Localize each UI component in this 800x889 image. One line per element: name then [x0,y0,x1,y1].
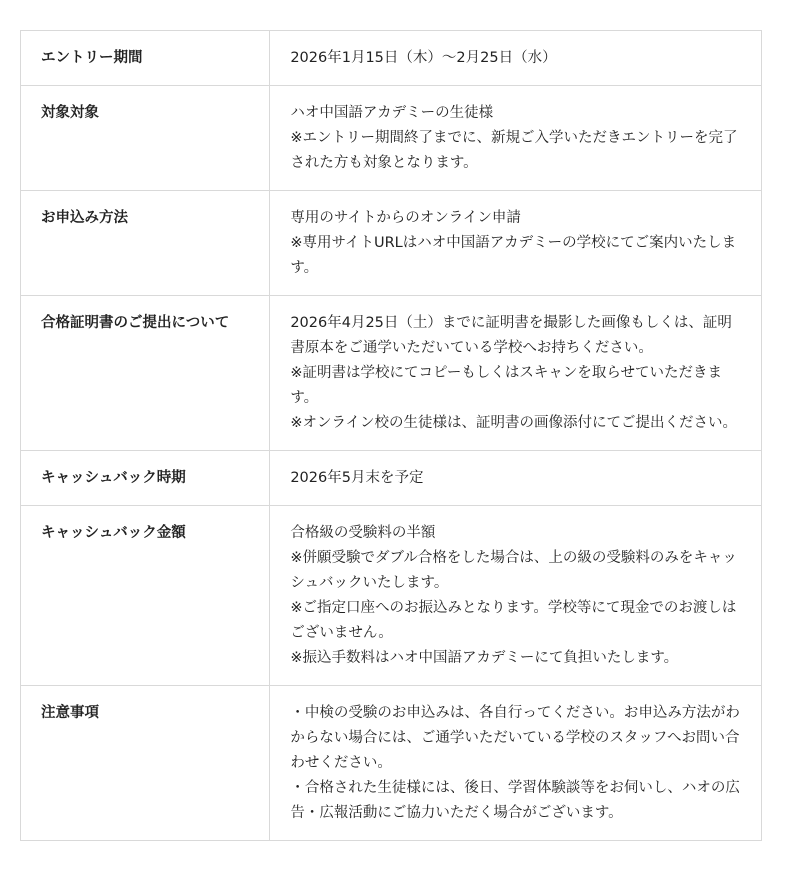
row-label: 注意事項 [21,686,270,841]
table-row-cashback-amount [21,506,762,686]
row-value [270,451,762,506]
value-line: ・合格された生徒様には、後日、学習体験談等をお伺いし、ハオの広告・広報活動にご協力いただく場合がございます。 [290,780,740,821]
value-line: ハオ中国語アカデミーの生徒様 [290,105,494,121]
table-row-notes [21,686,762,841]
value-line: ※オンライン校の生徒様は、証明書の画像添付にてご提出ください。 [290,415,738,431]
row-label: エントリー期間 [21,31,270,86]
row-value [270,506,762,686]
row-value [270,296,762,451]
table-row-entry-period [21,31,762,86]
value-line: 専用のサイトからのオンライン申請 [290,210,521,226]
row-value [270,191,762,296]
table-row-certificate-submission [21,296,762,451]
value-line: ※ご指定口座へのお振込みとなります。学校等にて現金でのお渡しはございません。 [290,600,737,641]
table-row-application-method [21,191,762,296]
row-label: キャッシュバック時期 [21,451,270,506]
value-line: ※振込手数料はハオ中国語アカデミーにて負担いたします。 [290,650,679,666]
table-row-cashback-timing [21,451,762,506]
row-label: キャッシュバック金額 [21,506,270,686]
value-line: 合格級の受験料の半額 [290,525,436,541]
value-line: 2026年4月25日（土）までに証明書を撮影した画像もしくは、証明書原本をご通学いただいている学校へお持ちください。 [290,315,732,356]
value-line: ※専用サイトURLはハオ中国語アカデミーの学校にてご案内いたします。 [290,235,737,276]
row-value [270,31,762,86]
row-label: お申込み方法 [21,191,270,296]
value-line: ※証明書は学校にてコピーもしくはスキャンを取らせていただきます。 [290,365,722,406]
row-label: 対象対象 [21,86,270,191]
value-line: ※併願受験でダブル合格をした場合は、上の級の受験料のみをキャッシュバックいたします。 [290,550,737,591]
campaign-info-table [20,30,762,841]
row-value [270,86,762,191]
row-label: 合格証明書のご提出について [21,296,270,451]
value-line: ・中検の受験のお申込みは、各自行ってください。お申込み方法がわからない場合には、ご通学いただいている学校のスタッフへお問い合わせください。 [290,705,740,771]
value-line: 2026年1月15日（木）〜2月25日（水） [290,50,557,66]
value-line: 2026年5月末を予定 [290,470,424,486]
value-line: ※エントリー期間終了までに、新規ご入学いただきエントリーを完了された方も対象となります。 [290,130,738,171]
table-row-target [21,86,762,191]
row-value [270,686,762,841]
